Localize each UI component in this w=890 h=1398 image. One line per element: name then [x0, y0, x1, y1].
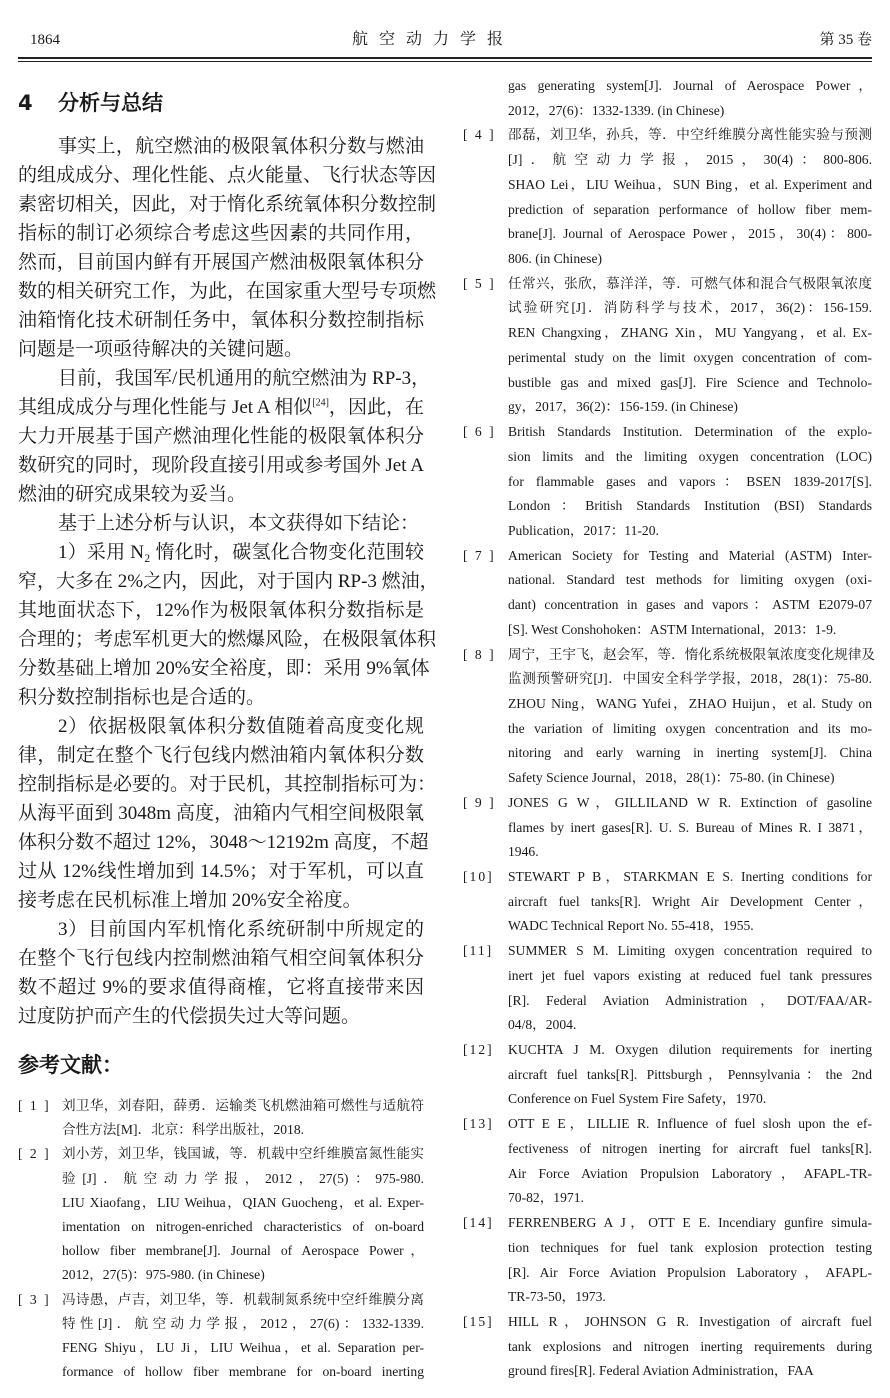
reference-number: [14]	[463, 1215, 494, 1231]
reference-text: 1946.	[508, 844, 539, 860]
journal-title: 航空动力学报	[352, 31, 515, 48]
reference-text: HILL R，JOHNSON G R. Investigation of aircraft fuel	[508, 1313, 872, 1329]
reference-text: inert jet fuel vapors existing at reduced fuel tank pressures	[508, 967, 872, 983]
section-number: 4	[18, 91, 33, 115]
reference-line	[463, 717, 872, 742]
paragraph-line: 过度防护而产生的代偿损失过大等问题。	[18, 1006, 361, 1027]
reference-number: [ 2 ]	[18, 1146, 51, 1162]
line-text: ，因此，在	[328, 397, 424, 418]
reference-number: [13]	[463, 1116, 494, 1132]
reference-line	[463, 914, 872, 939]
reference-text: hollow fiber membrane[J]. Journal of Aerospace Power，	[62, 1243, 424, 1259]
reference-text: [S]. West Conshohoken：ASTM International，2013：1-9.	[508, 621, 837, 637]
paragraph-line: 3）目前国内军机惰化系统研制中所规定的	[58, 919, 424, 940]
reference-number: [15]	[463, 1313, 494, 1329]
reference-number: [ 3 ]	[18, 1291, 51, 1307]
reference-text: tank explosions and nitrogen inerting requirements during	[508, 1338, 872, 1354]
reference-text: Safety Science Journal，2018，28(1)：75-80. (in Chinese)	[508, 770, 835, 786]
paragraph-line: 律，制定在整个飞行包线内燃油箱内氧体积分数	[18, 745, 424, 766]
paragraph-line: 分数基础上增加 20%安全裕度，即：采用 9%氧体	[18, 658, 430, 679]
reference-text: Publication，2017：11-20.	[508, 522, 659, 538]
reference-line	[463, 296, 872, 321]
reference-text: 70-82，1971.	[508, 1190, 584, 1206]
reference-line	[463, 791, 872, 816]
section-heading	[18, 89, 163, 117]
reference-line	[463, 420, 872, 445]
reference-line	[463, 494, 872, 519]
paragraph-line: 控制指标是必要的。对于民机，其控制指标可为：	[18, 774, 437, 795]
paragraph-line: 的组成成分、理化性能、点火能量、飞行状态等因	[18, 165, 437, 186]
reference-text: FERRENBERG A J，OTT E E. Incendiary gunfire simula-	[508, 1215, 872, 1231]
volume-label: 第 35 卷	[819, 32, 872, 48]
reference-line	[463, 272, 872, 297]
paragraph-line: 指标的制订必须综合考虑这些因素的共同作用，	[18, 223, 424, 244]
reference-line	[463, 865, 872, 890]
body-text	[18, 132, 439, 1031]
reference-line	[463, 692, 872, 717]
reference-line	[463, 123, 872, 148]
reference-line	[463, 519, 872, 544]
reference-text: aircraft fuel tanks[R]. Pittsburgh，Pennsylvania：the 2nd	[508, 1066, 872, 1082]
header-rule	[18, 57, 872, 59]
reference-text: bustible gas and mixed gas[J]. Fire Science and Technolo-	[508, 374, 872, 390]
reference-line	[463, 1063, 872, 1088]
reference-line	[18, 1336, 424, 1360]
reference-text: 邵磊，刘卫华，孙兵，等．中空纤维膜分离性能实验与预测	[508, 127, 872, 143]
paragraph-line: 油箱惰化技术研制任务中，氧体积分数控制指标	[18, 310, 424, 331]
reference-text: prediction of separation performance of hollow fiber mem-	[508, 201, 872, 217]
paragraph-line: 积分数控制指标也是合适的。	[18, 687, 266, 708]
paragraph-line	[18, 393, 424, 422]
reference-text: nitoring and early warning in inerting system[J]. China	[508, 745, 872, 761]
paragraph-line: 燃油的研究成果较为妥当。	[18, 484, 247, 505]
reference-line	[463, 247, 872, 272]
reference-line	[18, 1239, 424, 1263]
reference-text: 任常兴，张欣，慕洋洋，等．可燃气体和混合气极限氧浓度	[508, 275, 872, 291]
reference-line	[463, 840, 872, 865]
reference-line	[463, 816, 872, 841]
reference-number: [ 4 ]	[463, 127, 496, 143]
reference-line	[463, 1087, 872, 1112]
reference-text: SUMMER S M. Limiting oxygen concentration required to	[508, 943, 872, 959]
paragraph-line: 大力开展基于国产燃油理化性能的极限氧体积分	[18, 426, 424, 447]
reference-text: 刘卫华，刘春阳，薛勇．运输类飞机燃油箱可燃性与适航符	[62, 1098, 424, 1113]
reference-line	[463, 741, 872, 766]
paragraph-line: 合理的；考虑军机更大的燃爆风险，在极限氧体积	[18, 629, 437, 650]
reference-text: fectiveness of nitrogen inerting for aircraft fuel tanks[R].	[508, 1140, 872, 1156]
paragraph-line: 接考虑在民机标准上增加 20%安全裕度。	[18, 890, 362, 911]
reference-text: gy，2017，36(2)：156-159. (in Chinese)	[508, 399, 738, 415]
reference-line	[18, 1191, 424, 1215]
paragraph-line: 问题是一项亟待解决的关键问题。	[18, 339, 304, 360]
reference-line	[18, 1118, 424, 1142]
reference-number: [ 7 ]	[463, 547, 496, 563]
paragraph-line: 素密切相关，因此，对于惰化系统氧体积分数控制	[18, 194, 437, 215]
reference-line	[463, 1285, 872, 1310]
reference-text: [R]. Federal Aviation Administration，DOT/FAA/AR-	[508, 992, 872, 1008]
reference-line	[463, 198, 872, 223]
reference-text: perimental study on the limit oxygen concentration of com-	[508, 349, 872, 365]
reference-number: [ 1 ]	[18, 1098, 51, 1113]
reference-text: sion limits and the limiting oxygen concentration (LOC)	[508, 448, 872, 464]
reference-text: gas generating system[J]. Journal of Aerospace Power，	[508, 78, 872, 93]
reference-line	[463, 766, 872, 791]
reference-line	[463, 470, 872, 495]
reference-line	[463, 1310, 872, 1335]
reference-text: 冯诗愚，卢吉，刘卫华，等．机载制氮系统中空纤维膜分离	[62, 1291, 424, 1307]
reference-line	[463, 1261, 872, 1286]
paragraph-line: 然而，目前国内鲜有开展国产燃油极限氧体积分	[18, 252, 424, 273]
reference-text: American Society for Testing and Material (ASTM) Inter-	[508, 547, 872, 563]
reference-text: 刘小芳，刘卫华，钱国诚，等．机载中空纤维膜富氮性能实	[62, 1146, 424, 1162]
reference-text: ZHOU Ning，WANG Yufei，ZHAO Huijun，et al. Study on	[508, 695, 872, 711]
reference-line	[463, 1186, 872, 1211]
paragraph-line: 过从 12%线性增加到 14.5%；对于军机，可以直	[18, 861, 424, 882]
references-right-column	[463, 74, 876, 1384]
reference-line	[463, 667, 872, 692]
header-rule-thin	[18, 61, 872, 62]
reference-number: [ 8 ]	[463, 646, 496, 662]
reference-number: [ 9 ]	[463, 794, 496, 810]
reference-text: FENG Shiyu，LU Ji，LIU Weihua，et al. Separation per-	[62, 1339, 424, 1355]
reference-line	[463, 395, 872, 420]
reference-text: aircraft fuel tanks[R]. Wright Air Development Center，	[508, 893, 872, 909]
reference-number: [11]	[463, 943, 494, 959]
paragraph-line: 从海平面到 3048m 高度，油箱内气相空间极限氧	[18, 803, 424, 824]
reference-line	[18, 1263, 424, 1287]
reference-line	[18, 1312, 424, 1336]
paragraph-line: 体积分数不超过 12%，3048～12192m 高度，不超	[18, 832, 429, 853]
reference-text: 试验研究[J]．消防科学与技术，2017，36(2)：156-159.	[508, 300, 872, 316]
reference-line	[463, 939, 872, 964]
reference-line	[463, 74, 872, 99]
reference-text: brane[J]. Journal of Aerospace Power，2015，30(4)：800-	[508, 226, 872, 242]
reference-text: dant) concentration in gases and vapors：ASTM E2079-07	[508, 597, 872, 613]
reference-text: 2012，27(5)：975-980. (in Chinese)	[62, 1267, 265, 1283]
reference-text: formance of hollow fiber membrane for on-board inerting	[62, 1364, 424, 1380]
reference-line	[463, 1236, 872, 1261]
paragraph-line: 基于上述分析与认识，本文获得如下结论：	[58, 513, 420, 534]
line-text: 其组成成分与理化性能与 Jet A 相似	[18, 397, 313, 418]
reference-text: STEWART P B，STARKMAN E S. Inerting conditions for	[508, 869, 872, 884]
reference-line	[463, 222, 872, 247]
reference-text: the variation of limiting oxygen concentration and its mo-	[508, 720, 872, 736]
paragraph-line: 窄，大多在 2%之内，因此，对于国内 RP-3 燃油，	[18, 571, 439, 592]
reference-text: OTT E E，LILLIE R. Influence of fuel slosh upon the ef-	[508, 1116, 872, 1132]
reference-text: KUCHTA J M. Oxygen dilution requirements for inerting	[508, 1042, 872, 1058]
reference-line	[463, 964, 872, 989]
paragraph-line: 数研究的同时，现阶段直接引用或参考国外 Jet A	[18, 455, 424, 476]
reference-line	[463, 173, 872, 198]
citation-superscript: [24]	[312, 397, 329, 409]
reference-line	[18, 1360, 424, 1384]
reference-text: 合性方法[M]．北京：科学出版社，2018.	[62, 1122, 305, 1138]
reference-line	[463, 643, 876, 668]
reference-text: tion techniques for fuel tank explosion protection testing	[508, 1239, 872, 1255]
reference-text: REN Changxing，ZHANG Xin，MU Yangyang，et al. Ex-	[508, 325, 872, 341]
reference-text: London：British Standards Institution (BSI) Standards	[508, 498, 872, 514]
reference-number: [ 5 ]	[463, 275, 496, 291]
reference-number: [10]	[463, 869, 494, 884]
reference-line	[463, 1038, 872, 1063]
reference-text: flames by inert gases[R]. U. S. Bureau of Mines R. I 3871，	[508, 819, 872, 835]
reference-line	[18, 1094, 424, 1118]
reference-text: British Standards Institution. Determination of the explo-	[508, 424, 872, 440]
page-number: 1864	[30, 32, 60, 48]
reference-text: Air Force Aviation Propulsion Laboratory，AFAPL-TR-	[508, 1165, 872, 1181]
paragraph-line: 数的相关研究工作，为此，在国家重大型号专项燃	[18, 281, 437, 302]
paragraph-line: 2）依据极限氧体积分数值随着高度变化规	[58, 716, 424, 737]
reference-line	[463, 568, 872, 593]
reference-text: 04/8，2004.	[508, 1017, 577, 1033]
reference-line	[463, 544, 872, 569]
reference-line	[463, 1335, 872, 1360]
reference-text: ground fires[R]. Federal Aviation Administration，FAA	[508, 1363, 814, 1379]
reference-text: WADC Technical Report No. 55-418，1955.	[508, 918, 754, 934]
reference-line	[463, 1162, 872, 1187]
reference-text: [J]．航空动力学报，2015，30(4)：800-806.	[508, 152, 872, 168]
paragraph-line: 数不超过 9%的要求值得商榷，它将直接带来因	[18, 977, 424, 998]
reference-line	[18, 1167, 424, 1191]
reference-text: 806. (in Chinese)	[508, 251, 603, 267]
reference-line	[463, 593, 872, 618]
reference-line	[463, 445, 872, 470]
reference-text: 监测预警研究[J]．中国安全科学学报，2018，28(1)：75-80.	[508, 671, 872, 687]
paragraph-line: 事实上，航空燃油的极限氧体积分数与燃油	[58, 136, 424, 157]
reference-line	[463, 1211, 872, 1236]
paragraph-line: 1）采用 N₂ 惰化时，碳氢化合物变化范围较	[58, 542, 424, 563]
reference-line	[463, 148, 872, 173]
reference-text: Conference on Fuel System Fire Safety，1970.	[508, 1091, 767, 1107]
paragraph-line: 其地面状态下，12%作为极限氧体积分数指标是	[18, 600, 424, 621]
reference-line	[18, 1142, 424, 1166]
reference-text: imentation on nitrogen-enriched characteristics of on-board	[62, 1218, 424, 1234]
reference-text: [R]. Air Force Aviation Propulsion Laboratory，AFAPL-	[508, 1264, 872, 1280]
reference-line	[463, 1359, 872, 1384]
reference-text: for flammable gases and vapors：BSEN 1839-2017[S].	[508, 473, 872, 489]
reference-line	[18, 1288, 424, 1312]
reference-number: [12]	[463, 1042, 494, 1058]
reference-line	[463, 1013, 872, 1038]
section-title: 分析与总结	[58, 91, 163, 115]
reference-line	[463, 890, 872, 915]
references-heading: 参考文献：	[18, 1053, 123, 1077]
reference-text: national. Standard test methods for limiting oxygen (oxi-	[508, 572, 872, 588]
reference-line	[463, 346, 872, 371]
reference-line	[463, 989, 872, 1014]
reference-text: SHAO Lei，LIU Weihua，SUN Bing，et al. Experiment and	[508, 176, 872, 192]
paragraph-line: 目前，我国军/民机通用的航空燃油为 RP-3，	[58, 368, 431, 389]
paragraph-line: 在整个飞行包线内控制燃油箱气相空间氧体积分	[18, 948, 424, 969]
reference-line	[463, 618, 872, 643]
reference-line	[463, 99, 872, 124]
reference-text: 验[J]．航空动力学报，2012，27(5)：975-980.	[62, 1170, 424, 1186]
reference-text: 2012，27(6)：1332-1339. (in Chinese)	[508, 102, 725, 118]
reference-line	[463, 371, 872, 396]
reference-text: 特性[J]．航空动力学报，2012，27(6)：1332-1339.	[62, 1315, 424, 1331]
reference-line	[463, 321, 872, 346]
reference-text: TR-73-50，1973.	[508, 1289, 606, 1305]
references-left-column	[18, 1094, 424, 1384]
reference-text: JONES G W，GILLILAND W R. Extinction of gasoline	[508, 794, 872, 810]
reference-text: LIU Xiaofang，LIU Weihua，QIAN Guocheng，et al. Exper-	[62, 1194, 424, 1210]
reference-text: 周宁，王宇飞，赵会军，等．惰化系统极限氧浓度变化规律及	[508, 646, 876, 662]
reference-line	[463, 1112, 872, 1137]
reference-line	[18, 1215, 424, 1239]
reference-number: [ 6 ]	[463, 424, 496, 440]
reference-line	[463, 1137, 872, 1162]
